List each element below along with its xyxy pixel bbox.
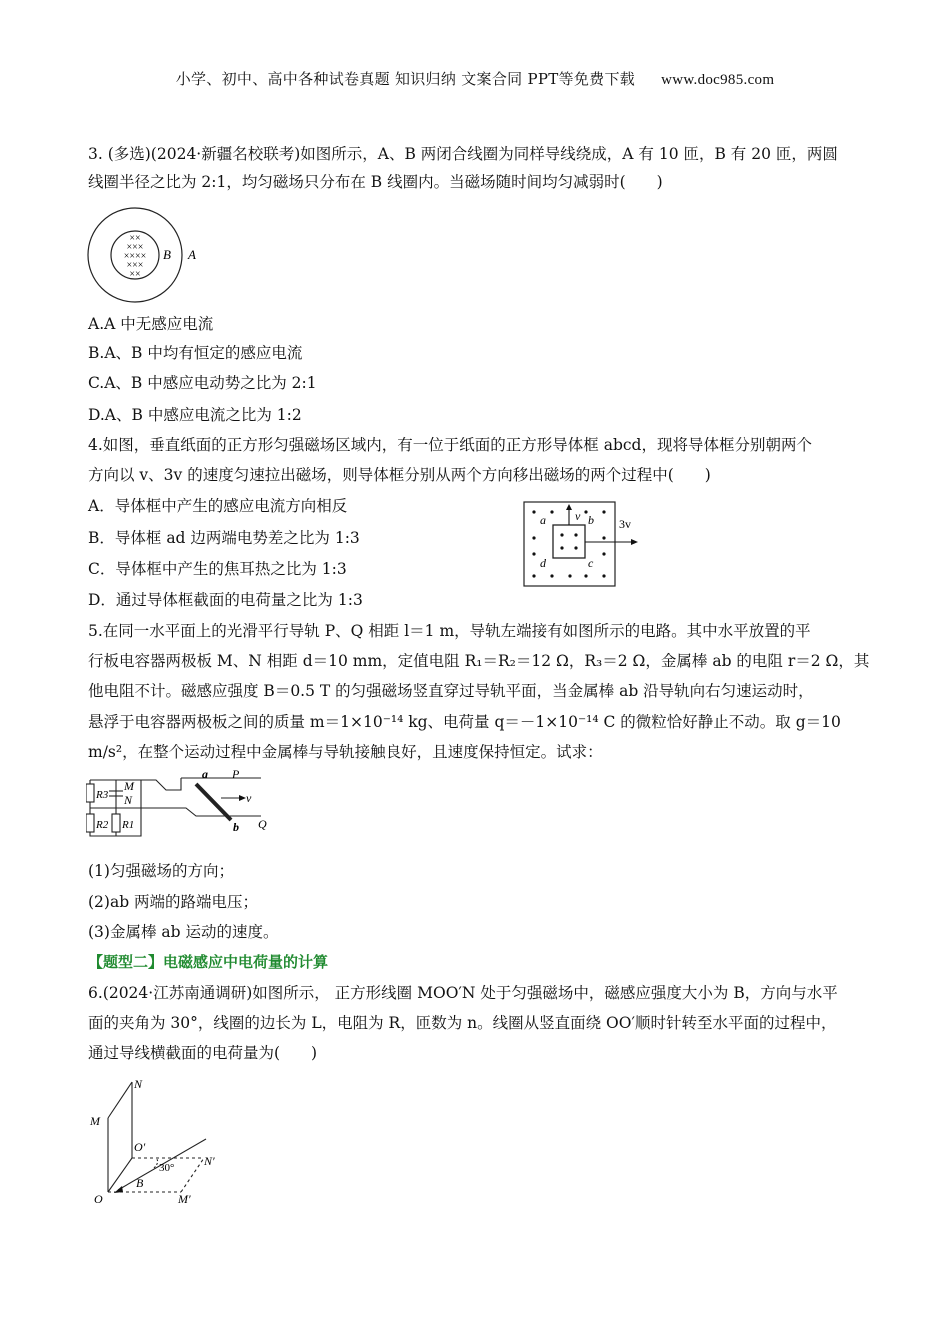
q5-ask-2: (2)ab 两端的路端电压； bbox=[88, 893, 259, 911]
q3-cross-row-2: ××× bbox=[126, 242, 144, 253]
q3-cross-row-4: ××× bbox=[126, 260, 144, 271]
q5-stem-line4: 悬浮于电容器两极板之间的质量 m＝1×10⁻¹⁴ kg、电荷量 q＝－1×10⁻¹⁴ C 的微粒恰好静止不动。取 g＝10 bbox=[88, 713, 841, 731]
q5-label-v: v bbox=[246, 791, 252, 805]
q3-cross-row-5: ×× bbox=[129, 269, 141, 280]
q5-ask-1: (1)匀强磁场的方向； bbox=[88, 862, 234, 880]
q3-stem-line1: 3. (多选)(2024·新疆名校联考)如图所示，A、B 两闭合线圈为同样导线绕成，A 有 10 匝，B 有 20 匝，两圆 bbox=[88, 145, 838, 163]
header-title: 小学、初中、高中各种试卷真题 知识归纳 文案合同 PPT等免费下载 bbox=[175, 70, 636, 88]
q3-label-b: B bbox=[163, 247, 171, 262]
q5-ask-3: (3)金属棒 ab 运动的速度。 bbox=[88, 923, 279, 941]
q6-stem-line1: 6.(2024·江苏南通调研)如图所示， 正方形线圈 MOO′N 处于匀强磁场中，磁感应强度大小为 B，方向与水平 bbox=[88, 984, 838, 1002]
header-site[interactable]: www.doc985.com bbox=[661, 72, 775, 88]
q5-label-m: M bbox=[124, 779, 134, 793]
q4-label-d: d bbox=[540, 556, 546, 570]
q4-option-b[interactable]: B．导体框 ad 边两端电势差之比为 1:3 bbox=[88, 529, 360, 547]
q5-label-r2: R2 bbox=[96, 819, 109, 831]
q5-label-r3: R3 bbox=[96, 789, 109, 801]
q3-option-d[interactable]: D.A、B 中感应电流之比为 1:2 bbox=[88, 406, 302, 424]
q4-option-c[interactable]: C．导体框中产生的焦耳热之比为 1:3 bbox=[88, 560, 347, 578]
q4-stem-line1: 4.如图，垂直纸面的正方形匀强磁场区域内，有一位于纸面的正方形导体框 abcd，现将导体框分别朝两个 bbox=[88, 436, 812, 454]
q6-stem-line2: 面的夹角为 30°，线圈的边长为 L，电阻为 R，匝数为 n。线圈从竖直面绕 OO′顺时针转至水平面的过程中， bbox=[88, 1014, 837, 1032]
q3-label-a: A bbox=[188, 247, 196, 262]
q4-label-v: v bbox=[575, 509, 581, 523]
q4-label-c: c bbox=[588, 556, 594, 570]
section-heading-type2: 【题型二】电磁感应中电荷量的计算 bbox=[88, 953, 329, 971]
q5-label-q: Q bbox=[258, 817, 267, 831]
q6-label-n: N bbox=[134, 1077, 143, 1091]
q6-stem-line3: 通过导线横截面的电荷量为( ) bbox=[88, 1044, 318, 1062]
q5-label-b: b bbox=[233, 820, 239, 834]
q6-label-b: B bbox=[136, 1176, 144, 1190]
q3-option-a[interactable]: A.A 中无感应电流 bbox=[88, 315, 214, 333]
q4-option-a[interactable]: A．导体框中产生的感应电流方向相反 bbox=[88, 497, 348, 515]
q5-stem-line1: 5.在同一水平面上的光滑平行导轨 P、Q 相距 l＝1 m，导轨左端接有如图所示的电路。其中水平放置的平 bbox=[88, 622, 811, 640]
q6-label-angle: 30° bbox=[159, 1162, 175, 1174]
q3-stem-line2: 线圈半径之比为 2:1，均匀磁场只分布在 B 线圈内。当磁场随时间均匀减弱时( ) bbox=[88, 173, 663, 191]
q6-label-o-prime: O′ bbox=[134, 1140, 146, 1154]
q5-label-a: a bbox=[202, 768, 208, 781]
q3-coil-figure bbox=[85, 205, 215, 305]
q6-label-m-prime: M′ bbox=[178, 1192, 191, 1206]
q5-label-n: N bbox=[124, 793, 133, 807]
q6-label-m: M bbox=[90, 1114, 100, 1128]
q3-option-c[interactable]: C.A、B 中感应电动势之比为 2:1 bbox=[88, 374, 317, 392]
q5-label-r1: R1 bbox=[122, 819, 135, 831]
q4-label-3v: 3v bbox=[619, 517, 631, 531]
q6-label-n-prime: N′ bbox=[204, 1154, 215, 1168]
q3-cross-row-3: ×××× bbox=[123, 251, 147, 262]
q6-coil-figure bbox=[86, 1072, 256, 1212]
q6-label-o: O bbox=[94, 1192, 103, 1206]
q4-frame-figure bbox=[520, 498, 660, 590]
q4-stem-line2: 方向以 v、3v 的速度匀速拉出磁场，则导体框分别从两个方向移出磁场的两个过程中( ) bbox=[88, 466, 711, 484]
q5-circuit-figure bbox=[86, 768, 271, 848]
q5-stem-line2: 行板电容器两极板 M、N 相距 d＝10 mm，定值电阻 R₁＝R₂＝12 Ω，R₃＝2 Ω，金属棒 ab 的电阻 r＝2 Ω，其 bbox=[88, 652, 870, 670]
q5-stem-line5: m/s²，在整个运动过程中金属棒与导轨接触良好，且速度保持恒定。试求： bbox=[88, 743, 603, 761]
q3-cross-row-1: ×× bbox=[129, 233, 141, 244]
q4-label-a: a bbox=[540, 513, 546, 527]
q4-label-b: b bbox=[588, 513, 594, 527]
q3-option-b[interactable]: B.A、B 中均有恒定的感应电流 bbox=[88, 344, 303, 362]
q5-stem-line3: 他电阻不计。磁感应强度 B＝0.5 T 的匀强磁场竖直穿过导轨平面，当金属棒 ab 沿导轨向右匀速运动时， bbox=[88, 682, 814, 700]
q4-option-d[interactable]: D．通过导体框截面的电荷量之比为 1:3 bbox=[88, 591, 363, 609]
q5-label-p: P bbox=[232, 768, 240, 781]
page-header bbox=[0, 68, 950, 89]
